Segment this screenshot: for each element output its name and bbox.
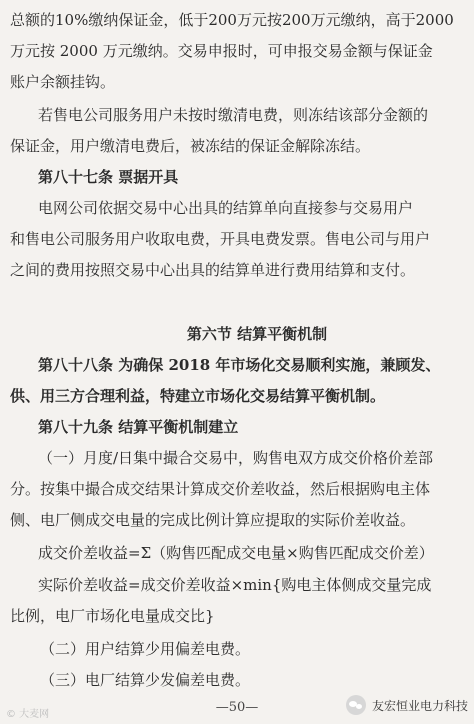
text-line: 电网公司依据交易中心出具的结算单向直接参与交易用户 (38, 199, 414, 217)
watermark-label: 友宏恒业电力科技 (371, 698, 468, 713)
article-heading: 第八十九条 结算平衡机制建立 (38, 418, 239, 436)
text-line: 万元按 2000 万元缴纳。交易申报时，可申报交易金额与保证金 (10, 42, 433, 60)
formula-line: 成交价差收益=Σ（购售匹配成交电量×购售匹配成交价差） (38, 544, 434, 562)
text-line: 比例，电厂市场化电量成交比} (10, 607, 215, 625)
text-line: 供、用三方合理利益，特建立市场化交易结算平衡机制。 (10, 387, 386, 405)
article-heading: 第八十七条 票据开具 (38, 168, 179, 186)
text-line: 分。按集中撮合成交结果计算成交价差收益，然后根据购电主体 (10, 480, 431, 498)
list-item: （三）电厂结算少发偏差电费。 (40, 671, 251, 689)
article-heading: 第八十八条 为确保 2018 年市场化交易顺利实施，兼顾发、 (38, 356, 441, 374)
text-line: （一）月度/日集中撮合交易中，购售电双方成交价格价差部 (38, 449, 434, 467)
text-line: 若售电公司服务用户未按时缴清电费，则冻结该部分金额的 (38, 106, 429, 124)
section-heading: 第六节 结算平衡机制 (186, 325, 328, 343)
formula-line: 实际价差收益=成交价差收益×min{购电主体侧成交量完成 (38, 576, 432, 594)
text-line: 保证金，用户缴清电费后，被冻结的保证金解除冻结。 (10, 137, 371, 155)
text-line: 账户余额挂钩。 (10, 73, 116, 91)
list-item: （二）用户结算少用偏差电费。 (40, 640, 251, 658)
watermark-right (346, 694, 468, 716)
text-line: 侧、电厂侧成交电量的完成比例计算应提取的实际价差收益。 (10, 511, 416, 529)
text-line: 总额的10%缴纳保证金，低于200万元按200万元缴纳，高于2000 (10, 11, 454, 29)
watermark-left: © 大麦网 (6, 709, 50, 720)
wechat-logo-icon (346, 695, 366, 715)
text-line: 之间的费用按照交易中心出具的结算单进行费用结算和支付。 (10, 261, 416, 279)
page-number: —50— (215, 700, 259, 715)
text-line: 和售电公司服务用户收取电费，开具电费发票。售电公司与用户 (10, 230, 431, 248)
